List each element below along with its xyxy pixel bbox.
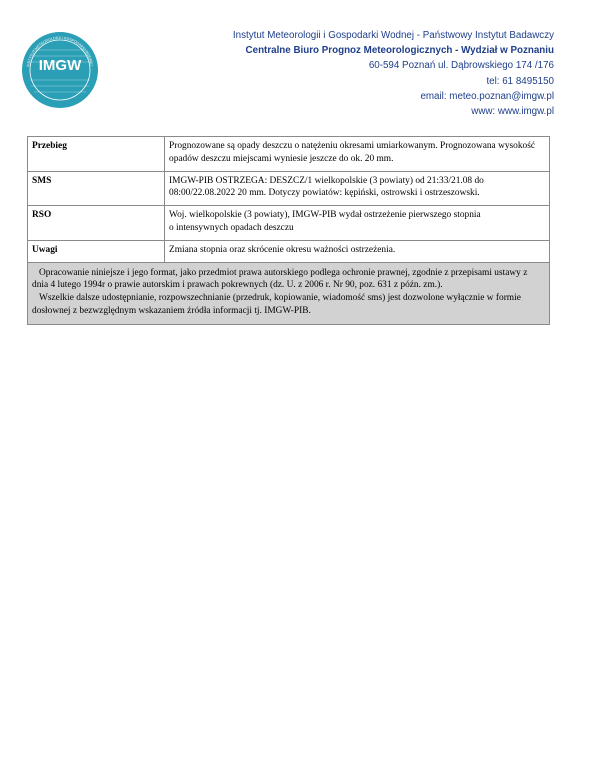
rso-line-2: o intensywnych opadach deszczu bbox=[169, 222, 294, 233]
row-text-przebieg: Prognozowane są opady deszczu o natężeniu okresami umiarkowanym. Prognozowana wysokość opadów deszczu miejscami wyniesie jeszcze do ok. 20 mm. bbox=[165, 137, 550, 172]
institute-header bbox=[233, 28, 554, 119]
imgw-logo bbox=[20, 30, 100, 110]
office-name: Centralne Biuro Prognoz Meteorologicznych - Wydział w Poznaniu bbox=[245, 45, 554, 57]
table-row bbox=[28, 137, 550, 172]
institute-name: Instytut Meteorologii i Gospodarki Wodnej - Państwowy Instytut Badawczy bbox=[232, 30, 554, 41]
logo-ring-text: INSTYTUT METEOROLOGII I GOSPODARKI WODNEJ bbox=[26, 35, 94, 68]
copyright-paragraph-1: Opracowanie niniejsze i jego format, jako przedmiot prawa autorskiego podlega ochronie prawnej, zgodnie z przepisami ustawy z dnia 4 lutego 1994r o prawie autorskim i prawach pokrewnych (dz. U. z 2006 r. Nr 90, poz. 631 z późn. zm.). bbox=[32, 267, 528, 291]
table-row bbox=[28, 171, 550, 206]
rso-line-1: Woj. wielkopolskie (3 powiaty), IMGW-PIB wydał ostrzeżenie pierwszego stopnia bbox=[169, 210, 481, 221]
copyright-paragraph-2: Wszelkie dalsze udostępnianie, rozpowszechnianie (przedruk, kopiowanie, wiadomość sms) jest dozwolone wyłącznie w formie dosłownej z bezwzględnym wskazaniem źródła informacji tj. IMGW-PIB. bbox=[32, 293, 521, 316]
office-website[interactable]: www: www.imgw.pl bbox=[471, 106, 554, 118]
row-text-uwagi: Zmiana stopnia oraz skrócenie okresu ważności ostrzeżenia. bbox=[165, 240, 550, 262]
logo-text: IMGW bbox=[38, 57, 82, 74]
office-address: 60-594 Poznań ul. Dąbrowskiego 174 /176 bbox=[368, 60, 554, 72]
office-email[interactable]: email: meteo.poznan@imgw.pl bbox=[420, 90, 554, 102]
warning-table bbox=[27, 136, 550, 325]
row-text-sms: IMGW-PIB OSTRZEGA: DESZCZ/1 wielkopolskie (3 powiaty) od 21:33/21.08 do 08:00/22.08.2022 20 mm. Dotyczy powiatów: kępiński, ostrowski i ostrzeszowski. bbox=[165, 171, 550, 206]
row-label-rso: RSO bbox=[28, 206, 165, 241]
copyright-notice-row bbox=[28, 262, 550, 324]
table-row bbox=[28, 240, 550, 262]
row-label-sms: SMS bbox=[28, 171, 165, 206]
row-text-rso bbox=[165, 206, 550, 241]
copyright-notice bbox=[28, 262, 550, 324]
table-row bbox=[28, 206, 550, 241]
row-label-przebieg: Przebieg bbox=[28, 137, 165, 172]
office-phone: tel: 61 8495150 bbox=[486, 75, 554, 87]
row-label-uwagi: Uwagi bbox=[28, 240, 165, 262]
